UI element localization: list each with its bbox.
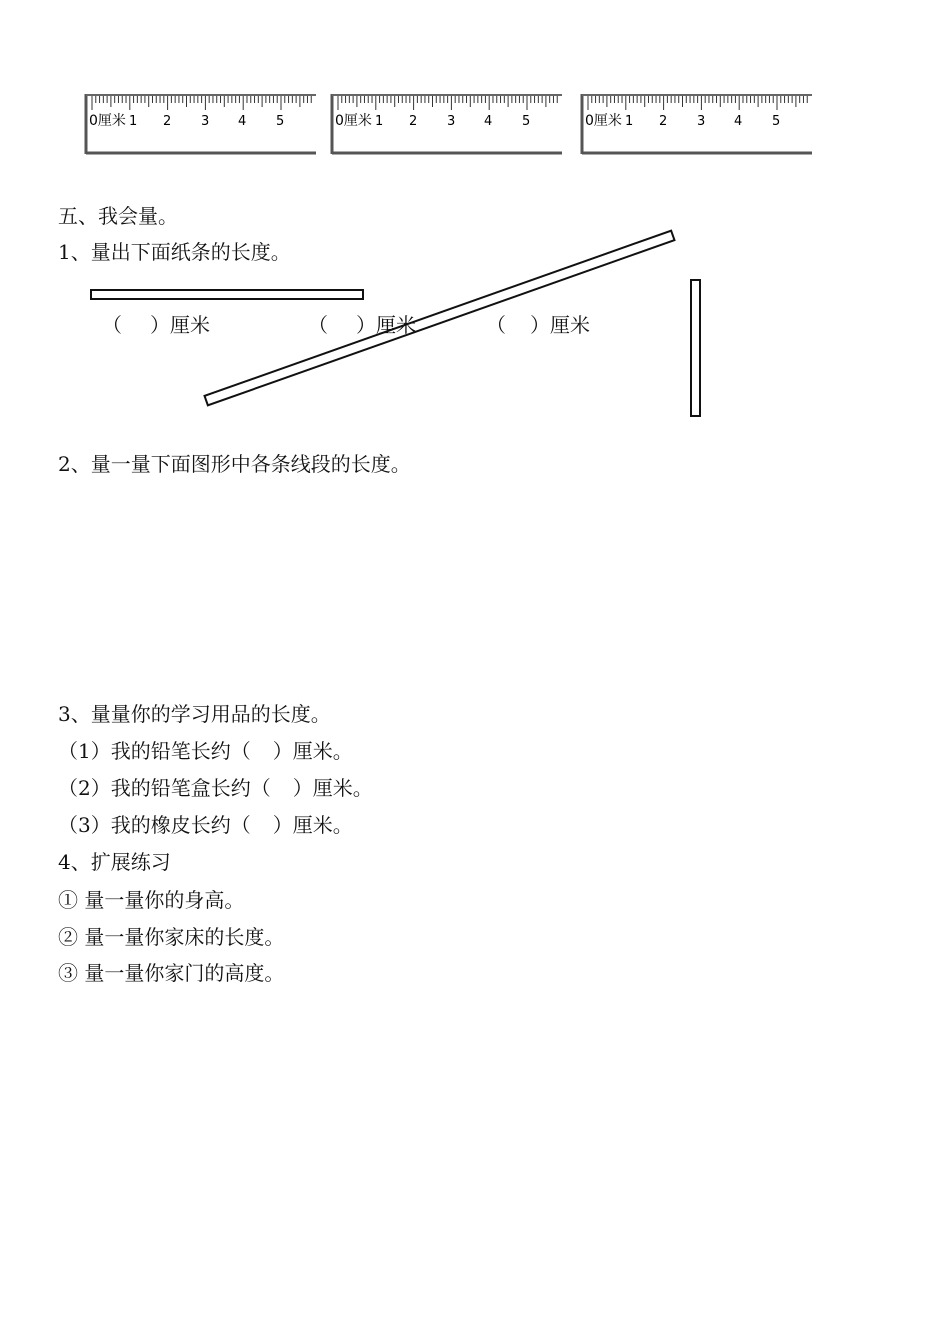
q3-title: 3、量量你的学习用品的长度。 [58, 702, 331, 726]
q3-item-3 [58, 813, 353, 837]
ruler-1-tick-1: 1 [129, 114, 138, 129]
ruler-3-tick-2: 2 [659, 114, 668, 129]
q3-item-3-prefix: （3）我的橡皮长约（ [58, 813, 251, 837]
ruler-1-tick-4: 4 [238, 114, 247, 129]
q1-answer-1-close: ）厘米 [150, 313, 210, 337]
q1-answer-1 [102, 313, 210, 337]
ruler-2-unit: 0厘米 [335, 113, 372, 129]
q3-item-1-suffix: ）厘米。 [272, 739, 353, 763]
q3-item-3-suffix: ）厘米。 [272, 813, 353, 837]
ruler-1-tick-5: 5 [276, 114, 285, 129]
ruler-1-graphic [84, 92, 318, 156]
ruler-2-tick-3: 3 [447, 114, 456, 129]
q3-item-2-prefix: （2）我的铅笔盒长约（ [58, 776, 271, 800]
q2-title: 2、量一量下面图形中各条线段的长度。 [58, 452, 411, 476]
ruler-2 [330, 92, 564, 156]
ruler-3 [580, 92, 814, 156]
ruler-3-tick-3: 3 [697, 114, 706, 129]
q3-item-1 [58, 739, 353, 763]
ruler-3-tick-5: 5 [772, 114, 781, 129]
ruler-2-tick-4: 4 [484, 114, 493, 129]
ruler-1-tick-3: 3 [201, 114, 210, 129]
ruler-3-graphic [580, 92, 814, 156]
section-title: 五、我会量。 [58, 204, 178, 228]
ruler-2-tick-5: 5 [522, 114, 531, 129]
q1-answer-3-close: ）厘米 [530, 313, 590, 337]
q4-item-1: ① 量一量你的身高。 [58, 888, 245, 912]
q1-answer-2-close: ）厘米 [356, 313, 416, 337]
q1-answer-2 [308, 313, 416, 337]
ruler-2-tick-2: 2 [409, 114, 418, 129]
ruler-1-tick-2: 2 [163, 114, 172, 129]
q4-title: 4、扩展练习 [58, 850, 171, 874]
ruler-2-graphic [330, 92, 564, 156]
q1-answer-1-open: （ [102, 313, 122, 337]
q3-item-2-suffix: ）厘米。 [292, 776, 373, 800]
ruler-1-unit: 0厘米 [89, 113, 126, 129]
q3-item-1-prefix: （1）我的铅笔长约（ [58, 739, 251, 763]
ruler-2-tick-1: 1 [375, 114, 384, 129]
ruler-3-tick-4: 4 [734, 114, 743, 129]
ruler-3-unit: 0厘米 [585, 113, 622, 129]
ruler-3-tick-1: 1 [625, 114, 634, 129]
paper-strip-vertical [690, 279, 701, 417]
q1-answer-2-open: （ [308, 313, 328, 337]
q1-answer-3-open: （ [486, 313, 506, 337]
q4-item-2: ② 量一量你家床的长度。 [58, 925, 285, 949]
q4-item-3: ③ 量一量你家门的高度。 [58, 961, 285, 985]
q1-title: 1、量出下面纸条的长度。 [58, 240, 291, 264]
ruler-1 [84, 92, 318, 156]
q1-answer-3 [486, 313, 590, 337]
q3-item-2 [58, 776, 373, 800]
paper-strip-horizontal [90, 289, 364, 300]
